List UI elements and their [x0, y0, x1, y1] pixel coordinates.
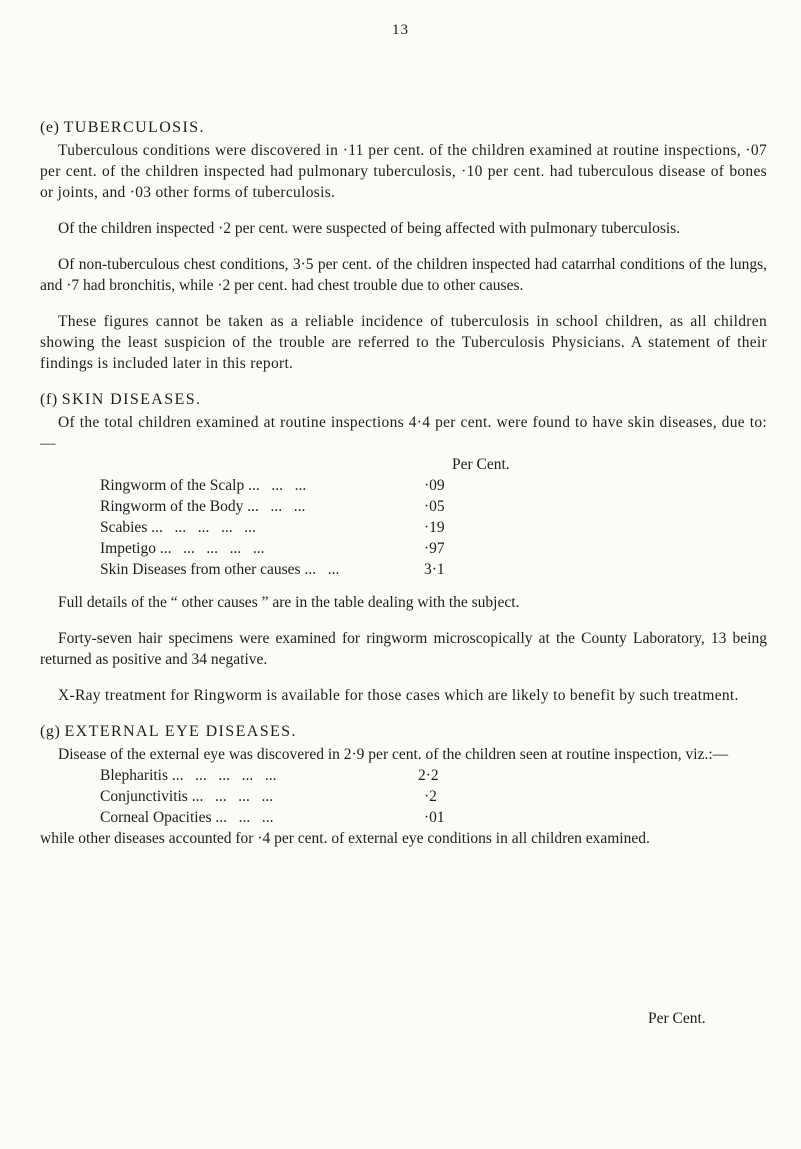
row-value: ·01	[424, 809, 445, 826]
section-heading-skin-diseases	[40, 389, 767, 410]
section-title: SKIN DISEASES.	[61, 391, 202, 408]
row-dots: ... ... ...	[247, 498, 306, 515]
row-dots: ... ... ... ... ...	[171, 767, 277, 784]
paragraph: Tuberculous conditions were discovered in ·11 per cent. of the children examined at routine inspections, ·07 per cent. of the children inspected had pulmonary tuberculosis, ·10 per cent. had tuberculous disease of bones or joints, and ·03 other forms of tuberculosis.	[40, 142, 767, 201]
eye-diseases-table	[100, 765, 519, 828]
table-row	[100, 786, 519, 807]
row-label: Ringworm of the Body	[100, 498, 244, 515]
table-row	[100, 496, 519, 517]
page-content	[40, 117, 767, 1027]
row-label: Conjunctivitis	[100, 788, 188, 805]
section-label: (g)	[40, 723, 61, 740]
row-value: 3·1	[424, 561, 445, 578]
paragraph: Forty-seven hair specimens were examined for ringworm microscopically at the County Laboratory, 13 being returned as positive and 34 negative.	[40, 630, 767, 668]
section-title: TUBERCULOSIS.	[63, 119, 205, 136]
section-heading-tuberculosis	[40, 117, 767, 138]
row-dots: ... ... ...	[215, 809, 274, 826]
paragraph: Of non-tuberculous chest conditions, 3·5 per cent. of the children inspected had catarrhal conditions of the lungs, and ·7 had bronchitis, while ·2 per cent. had chest trouble due to other causes.	[40, 256, 767, 294]
paragraph: Of the children inspected ·2 per cent. were suspected of being affected with pulmonary tuberculosis.	[58, 220, 681, 237]
row-label: Scabies	[100, 519, 148, 536]
section-label: (f)	[40, 391, 58, 408]
paragraph: Of the total children examined at routine inspections 4·4 per cent. were found to have skin diseases, due to:—	[40, 414, 767, 452]
row-dots: ... ... ... ... ...	[151, 519, 256, 536]
row-label: Blepharitis	[100, 767, 169, 784]
row-label: Ringworm of the Scalp	[100, 477, 245, 494]
row-value: ·19	[424, 519, 445, 536]
row-dots: ... ... ... ...	[191, 788, 274, 805]
table-row	[100, 765, 519, 786]
section-heading-external-eye-diseases	[40, 721, 767, 742]
row-dots: ... ... ...	[248, 477, 307, 494]
row-value: ·05	[424, 498, 445, 515]
page-number: 13	[392, 22, 409, 38]
section-label: (e)	[40, 119, 60, 136]
row-dots: ... ... ... ... ...	[159, 540, 265, 557]
skin-diseases-table	[100, 475, 519, 580]
table-column-header: Per Cent.	[648, 1010, 706, 1027]
paragraph: Disease of the external eye was discovered in 2·9 per cent. of the children seen at routine inspection, viz.:—	[58, 746, 729, 763]
table-row	[100, 559, 519, 580]
row-label: Corneal Opacities	[100, 809, 212, 826]
row-dots: ... ...	[304, 561, 340, 578]
paragraph: X-Ray treatment for Ringworm is available for those cases which are likely to benefit by such treatment.	[58, 687, 739, 704]
row-value: ·2	[424, 788, 437, 805]
table-column-header: Per Cent.	[452, 456, 510, 473]
paragraph: while other diseases accounted for ·4 per cent. of external eye conditions in all children examined.	[40, 830, 650, 847]
table-row	[100, 538, 519, 559]
row-value: ·09	[424, 477, 445, 494]
row-value: 2·2	[418, 767, 439, 784]
paragraph: These figures cannot be taken as a reliable incidence of tuberculosis in school children, as all children showing the least suspicion of the trouble are referred to the Tuberculosis Physicians. A statement of their findings is included later in this report.	[40, 313, 767, 372]
paragraph: Full details of the “ other causes ” are in the table dealing with the subject.	[58, 594, 520, 611]
table-row	[100, 517, 519, 538]
row-value: ·97	[424, 540, 445, 557]
row-label: Skin Diseases from other causes	[100, 561, 301, 578]
table-row	[100, 475, 519, 496]
row-label: Impetigo	[100, 540, 156, 557]
table-row	[100, 807, 519, 828]
section-title: EXTERNAL EYE DISEASES.	[64, 723, 297, 740]
